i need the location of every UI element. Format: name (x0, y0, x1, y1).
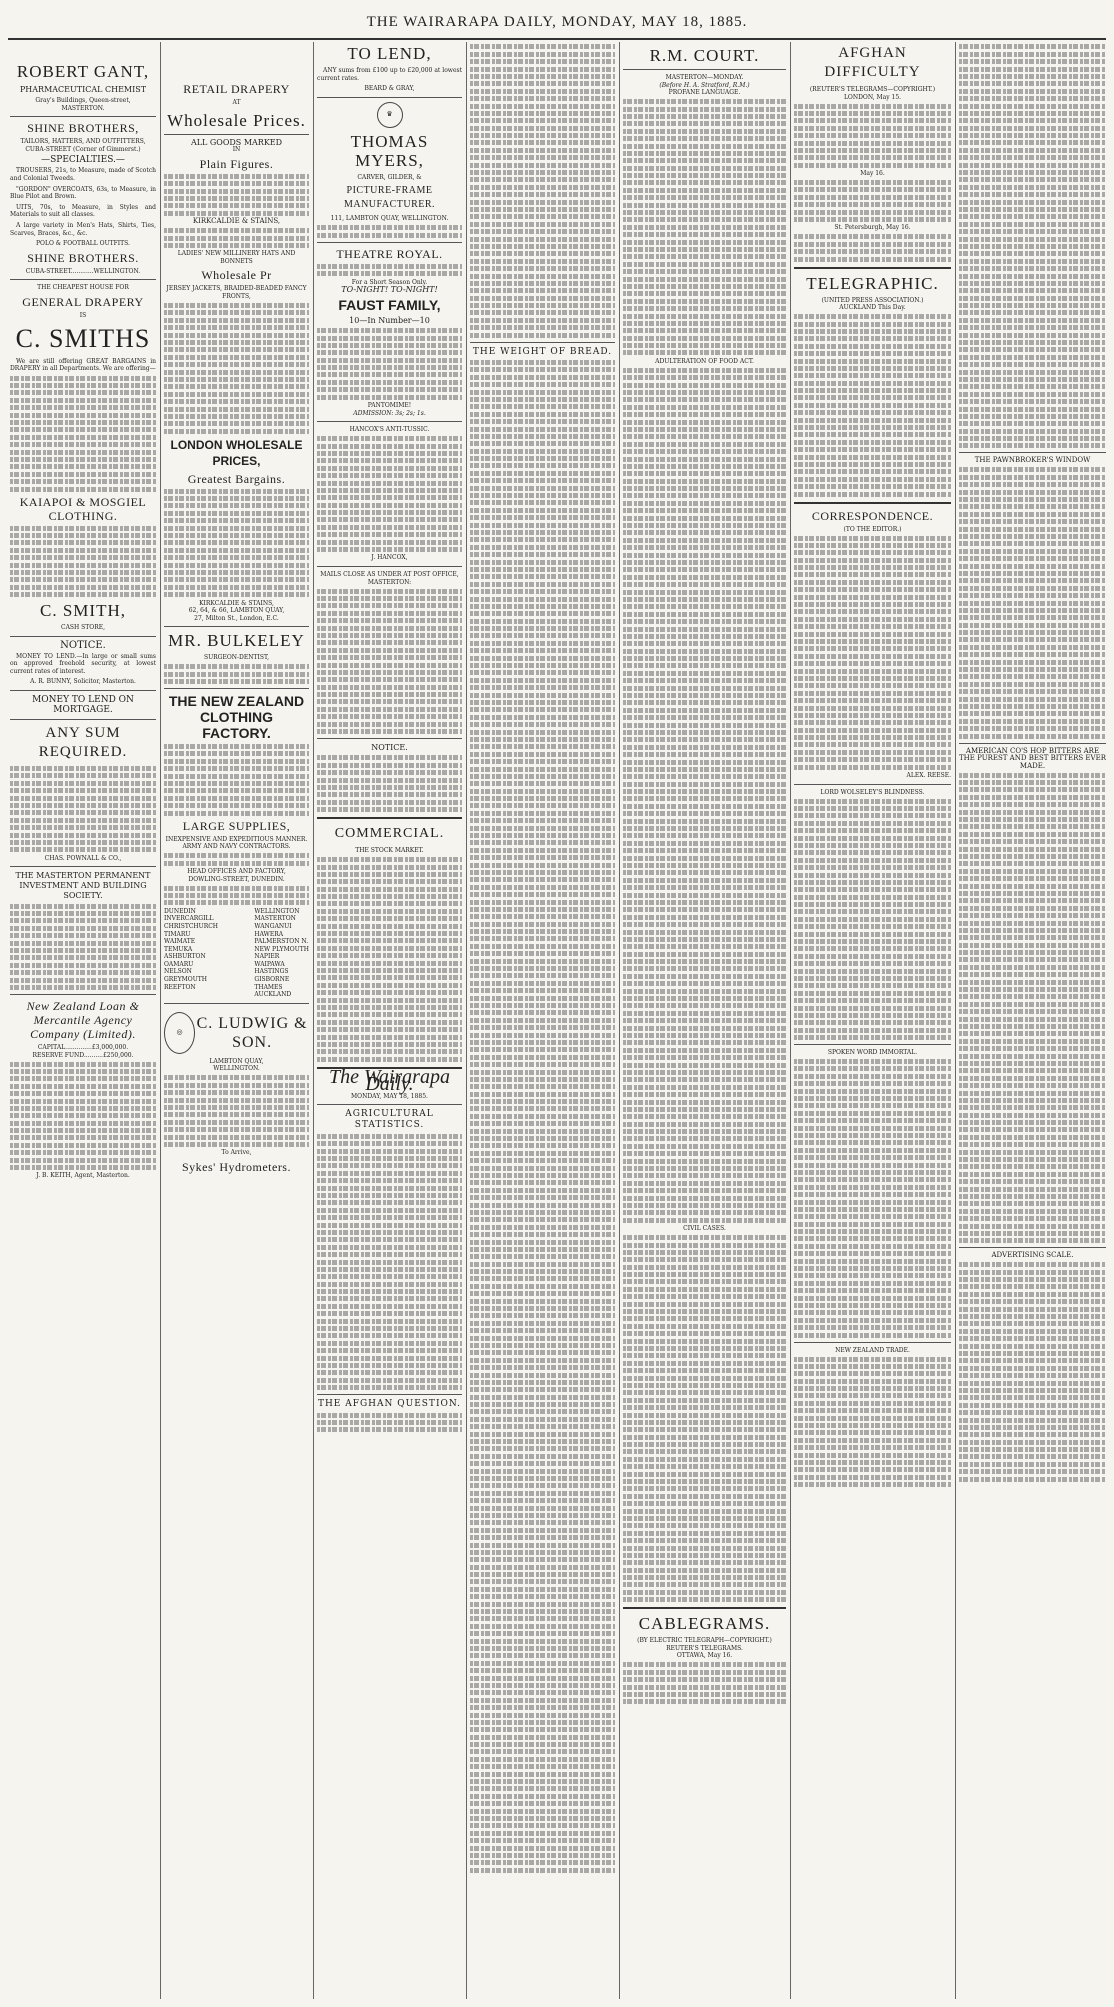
ludwig-lambton: LAMBTON QUAY, (209, 1057, 264, 1065)
shine-brothers-footer: SHINE BROTHERS. (27, 250, 139, 265)
towns-right-list (254, 908, 309, 999)
ag-stats-heading: AGRICULTURAL STATISTICS. (345, 1109, 434, 1131)
body-text-block (959, 467, 1106, 738)
divider (10, 116, 156, 117)
civil-cases: CIVIL CASES. (683, 1225, 726, 1233)
town: GREYMOUTH (164, 976, 208, 984)
column-divider (619, 42, 620, 1999)
body-text-block (10, 766, 156, 852)
any-sum-heading: ANY SUM REQUIRED. (38, 725, 128, 761)
ladies-hats: LADIES' NEW MILLINERY HATS AND BONNETS (177, 250, 296, 265)
column-3 (317, 42, 462, 1999)
shine-address: CUBA-STREET (Corner of Gimmerst.) (25, 145, 141, 153)
wholesale-prices: Wholesale Prices. (167, 110, 306, 130)
to-lend-text: ANY sums from £100 up to £20,000 at lowest current rates. (317, 67, 462, 82)
body-text-block (164, 489, 309, 597)
in-word: IN (232, 146, 241, 154)
kirkcaldie-london: 27, Milton St., London, E.C. (194, 614, 279, 622)
specialty-item: TROUSERS, 21s, to Measure, made of Scotch and Colonial Tweeds. (10, 167, 156, 182)
to-arrive: To Arrive, (221, 1149, 252, 1157)
london-wholesale: LONDON WHOLESALE PRICES, (170, 437, 303, 468)
divider (959, 743, 1106, 744)
reuters-telegrams: REUTER'S TELEGRAMS. (666, 1644, 743, 1652)
body-text-block (623, 1662, 786, 1704)
divider (10, 994, 156, 995)
weight-of-bread-heading: THE WEIGHT OF BREAD. (472, 346, 613, 357)
body-text-block (794, 1059, 951, 1337)
body-text-block (317, 755, 462, 812)
specialties-heading: —SPECIALTIES.— (41, 155, 125, 166)
body-text-block (794, 1357, 951, 1488)
divider (317, 97, 462, 98)
nz-loan-heading: New Zealand Loan & Mercantile Agency Company (Limited). (26, 999, 140, 1041)
column-7 (959, 42, 1106, 1999)
reserve-line: RESERVE FUND..........£250,000. (32, 1051, 134, 1059)
faust-family: FAUST FAMILY, (338, 296, 441, 313)
carver-gilder: CARVER, GILDER, & (357, 173, 422, 181)
afghan-difficulty: AFGHAN DIFFICULTY (824, 45, 921, 80)
divider (164, 688, 309, 689)
afghan-question: THE AFGHAN QUESTION. (317, 1399, 462, 1410)
divider (794, 784, 951, 785)
body-text-block (623, 99, 786, 355)
town: AUCKLAND (254, 991, 292, 999)
ottawa-dateline: OTTAWA, May 16. (676, 1652, 733, 1660)
gant-name: ROBERT GANT, (16, 62, 150, 81)
divider (317, 1104, 462, 1105)
town: WANGANUI (254, 922, 292, 930)
body-text-block (959, 773, 1106, 1244)
smiths-body: We are still offering GREAT BARGAINS in DRAPERY in all Departments. We are offering— (10, 357, 156, 373)
divider (164, 626, 309, 627)
divider (317, 421, 462, 422)
spoken-word-heading: SPOKEN WORD IMMORTAL. (827, 1049, 918, 1057)
divider (317, 566, 462, 567)
divider (623, 1607, 786, 1609)
specialty-item: "GORDON" OVERCOATS, 63s, to Measure, in Blue Pilot and Brown. (10, 185, 156, 201)
kaiapoi-heading: KAIAPOI & MOSGIEL CLOTHING. (19, 494, 147, 523)
divider (470, 342, 615, 343)
keith-signature: J. B. KEITH, Agent, Masterton. (36, 1172, 130, 1180)
upa-byline: (UNITED PRESS ASSOCIATION.) (821, 296, 924, 304)
town: NELSON (164, 968, 192, 976)
royal-arms-icon: ♛ (377, 102, 403, 128)
column-divider (790, 42, 791, 1999)
body-text-block (959, 44, 1106, 448)
issue-date: MONDAY, MAY 18, 1885. (351, 1092, 428, 1100)
notice-heading: NOTICE. (371, 743, 408, 753)
town: TIMARU (164, 930, 191, 938)
divider (959, 1247, 1106, 1248)
body-text-block (794, 180, 951, 222)
divider (623, 69, 786, 70)
advertising-scale: ADVERTISING SCALE. (991, 1251, 1074, 1260)
auckland-dateline: AUCKLAND This Day. (839, 304, 906, 312)
general-drapery: GENERAL DRAPERY (22, 294, 144, 309)
divider (164, 1003, 309, 1004)
adulteration-heading: ADULTERATION OF FOOD ACT. (655, 357, 754, 365)
reuters-byline: (BY ELECTRIC TELEGRAPH—COPYRIGHT.) (637, 1637, 772, 1645)
column-6 (794, 42, 951, 1999)
column-5 (623, 42, 786, 1999)
divider (794, 1342, 951, 1343)
divider (10, 866, 156, 867)
divider (164, 134, 309, 135)
kirkcaldie-address: 62, 64, & 66, LAMBTON QUAY, (188, 607, 285, 615)
bunny-signature: A. R. BUNNY, Solicitor, Masterton. (30, 678, 136, 686)
surgeon-dentist: SURGEON-DENTIST, (203, 654, 269, 662)
divider (317, 1394, 462, 1395)
stock-market: THE STOCK MARKET. (355, 847, 424, 855)
body-text-block (164, 228, 309, 248)
column-4 (470, 42, 615, 1999)
town: WELLINGTON (254, 907, 300, 915)
body-text-block (623, 1235, 786, 1602)
large-supplies: LARGE SUPPLIES, (182, 818, 291, 833)
to-lend-heading: TO LEND, (347, 44, 432, 63)
gant-town: MASTERTON. (61, 104, 105, 112)
column-divider (466, 42, 467, 1999)
picture-frame: PICTURE-FRAME MANUFACTURER. (343, 185, 436, 211)
ludwig-heading: C. LUDWIG & SON. (196, 1014, 308, 1051)
army-navy: ARMY AND NAVY CONTRACTORS. (182, 843, 291, 851)
divider (10, 279, 156, 280)
capital-line: CAPITAL..............£3,000,000. (37, 1044, 129, 1051)
body-text-block (164, 853, 309, 865)
body-text-block (164, 744, 309, 816)
town: HASTINGS (254, 968, 289, 976)
c-smiths-heading: C. SMITHS (15, 323, 151, 353)
all-goods-marked: ALL GOODS MARKED (190, 137, 283, 147)
divider (794, 1044, 951, 1045)
body-text-block (794, 104, 951, 168)
alex-reese: ALEX. REESE. (906, 772, 951, 780)
body-text-block (317, 436, 462, 552)
cablegrams-heading: CABLEGRAMS. (638, 1614, 771, 1634)
reuters-byline: (REUTER'S TELEGRAMS—COPYRIGHT.) (809, 86, 936, 93)
town: PALMERSTON N. (254, 938, 309, 946)
wholesale-pr: Wholesale Pr (201, 268, 272, 283)
kirkcaldie-footer: KIRKCALDIE & STAINS, (199, 599, 274, 607)
body-text-block (164, 1075, 309, 1147)
column-divider (955, 42, 956, 1999)
body-text-block (164, 886, 309, 906)
branch-towns (164, 908, 309, 999)
pownall-signature: CHAS. POWNALL & CO., (44, 854, 122, 862)
greatest-bargains: Greatest Bargains. (187, 471, 286, 486)
body-text-block (317, 225, 462, 237)
town: NEW PLYMOUTH (254, 945, 309, 953)
shine-brothers-heading: SHINE BROTHERS, (27, 121, 139, 136)
body-text-block (794, 536, 951, 770)
c-smith-heading: C. SMITH, (40, 601, 126, 621)
cash-store: CASH STORE, (60, 624, 105, 632)
divider (10, 690, 156, 691)
body-text-block (317, 589, 462, 734)
jersey-jackets: JERSEY JACKETS, BRAIDED-BEADED FANCY FRONTS, (166, 285, 307, 301)
retail-drapery: RETAIL DRAPERY (183, 82, 290, 96)
body-text-block (470, 360, 615, 1873)
nz-trade-heading: NEW ZEALAND TRADE. (835, 1346, 910, 1354)
body-text-block (794, 799, 951, 1041)
theatre-royal: THEATRE ROYAL. (336, 246, 443, 261)
masthead-title: THE WAIRARAPA DAILY, MONDAY, MAY 18, 1885. (366, 14, 748, 30)
faust-number: 10—In Number—10 (349, 315, 430, 325)
town: CHRISTCHURCH (164, 922, 219, 930)
kirkcaldie-name: KIRKCALDIE & STAINS, (192, 217, 281, 226)
town: REEFTON (164, 983, 196, 991)
specialty-item: A large variety in Men's Hats, Shirts, Ties, Scarves, Braces, &c., &c. (10, 221, 156, 237)
body-text-block (10, 904, 156, 990)
body-text-block (317, 264, 462, 276)
body-text-block (10, 526, 156, 598)
money-lend-text: MONEY TO LEND.—In large or small sums on approved freehold security, at lowest current rates of interest. (10, 652, 156, 675)
town: THAMES (254, 983, 283, 991)
bulkeley-heading: MR. BULKELEY (168, 631, 305, 651)
body-text-block (10, 376, 156, 492)
town: ASHBURTON (164, 953, 206, 961)
divider (10, 719, 156, 720)
wolseley-heading: LORD WOLSELEY'S BLINDNESS. (820, 788, 925, 796)
dowling-street: DOWLING-STREET, DUNEDIN. (188, 875, 285, 883)
american-hop-bitters: AMERICAN CO'S HOP BITTERS ARE THE PUREST AND BEST BITTERS EVER MADE. (959, 746, 1106, 770)
nz-clothing-factory: THE NEW ZEALAND CLOTHING FACTORY. (168, 693, 305, 742)
shine-footer-address: CUBA-STREET............WELLINGTON. (25, 267, 141, 275)
thomas-myers: THOMAS MYERS, (350, 131, 429, 170)
town: NAPIER (254, 953, 280, 961)
ludwig-wellington: WELLINGTON. (213, 1065, 260, 1073)
pantomime: PANTOMIME! (367, 402, 412, 410)
town: MASTERTON (254, 915, 296, 923)
town: TEMUKA (164, 945, 193, 953)
ludwig-ad (164, 1008, 309, 1058)
at-word: AT (232, 99, 241, 106)
profane-language: PROFANE LANGUAGE. (668, 89, 741, 97)
hancox-title: HANCOX'S ANTI-TUSSIC. (349, 426, 430, 434)
town: GISBORNE (254, 976, 290, 984)
myers-address: 111, LAMBTON QUAY, WELLINGTON. (330, 215, 449, 223)
gant-trade: PHARMACEUTICAL CHEMIST (19, 85, 147, 94)
pawnbroker-heading: THE PAWNBROKER'S WINDOW (974, 456, 1091, 465)
divider (317, 242, 462, 243)
specialty-item: UITS, 70s, to Measure, in Styles and Materials to suit all classes. (10, 203, 156, 219)
is-word: IS (79, 311, 87, 319)
tonight: TO-NIGHT! TO-NIGHT! (341, 285, 438, 295)
divider (794, 502, 951, 504)
shine-subtitle: TAILORS, HATTERS, AND OUTFITTERS, (20, 138, 146, 146)
body-text-block (794, 314, 951, 496)
town: HAWERA (254, 930, 284, 938)
town: WAIMATE (164, 938, 196, 946)
body-text-block (470, 44, 615, 337)
to-the-editor: (TO THE EDITOR.) (843, 525, 902, 533)
cheapest-house: THE CHEAPEST HOUSE FOR (37, 284, 129, 292)
masterton-monday: MASTERTON—MONDAY. (665, 74, 744, 81)
column-2 (164, 42, 309, 1999)
divider (317, 738, 462, 739)
town: INVERCARGILL (164, 915, 214, 923)
telegraphic-heading: TELEGRAPHIC. (806, 273, 939, 293)
short-season: For a Short Season Only. (351, 278, 428, 286)
admission: ADMISSION: 3s; 2s; 1s. (353, 409, 426, 417)
body-text-block (317, 857, 462, 1062)
body-text-block (959, 1262, 1106, 1481)
body-text-block (317, 1413, 462, 1433)
body-text-block (317, 328, 462, 400)
correspondence-heading: CORRESPONDENCE. (811, 508, 934, 523)
town: WAIPAWA (254, 960, 285, 968)
column-divider (160, 42, 161, 1999)
notice-heading: NOTICE. (60, 639, 106, 651)
specialty-item: POLO & FOOTBALL OUTFITS. (36, 240, 130, 248)
town: DUNEDIN (164, 907, 196, 915)
divider (10, 636, 156, 637)
may16-dateline: May 16. (860, 170, 885, 178)
beard-gray: BEARD & GRAY, (364, 85, 415, 93)
inexpensive-manner: INEXPENSIVE AND EXPEDITIOUS MANNER. (165, 835, 308, 843)
body-text-block (164, 174, 309, 216)
plain-figures: Plain Figures. (199, 156, 274, 171)
body-text-block (164, 664, 309, 684)
crest-icon: ◎ (164, 1012, 195, 1054)
stpete-dateline: St. Petersburgh, May 16. (834, 224, 911, 232)
masthead-rule (8, 38, 1106, 40)
divider (317, 817, 462, 819)
gant-address: Gray's Buildings, Queen-street, (35, 97, 131, 104)
body-text-block (164, 303, 309, 434)
hancox-signature: J. HANCOX, (371, 554, 408, 562)
wairarapa-daily-logo: The Wairarapa Daily. (329, 1065, 450, 1096)
body-text-block (10, 1062, 156, 1170)
commercial-heading: COMMERCIAL. (334, 826, 445, 842)
money-mortgage-heading: MONEY TO LEND ON MORTGAGE. (32, 695, 134, 716)
head-offices: HEAD OFFICES AND FACTORY, (187, 867, 286, 875)
sykes-hydrometers: Sykes' Hydrometers. (182, 1159, 291, 1174)
mails-heading: MAILS CLOSE AS UNDER AT POST OFFICE, MASTERTON: (320, 571, 459, 586)
rm-court-heading: R.M. COURT. (649, 46, 760, 65)
before-magistrate: (Before H. A. Stratford, R.M.) (659, 81, 750, 89)
body-text-block (317, 1134, 462, 1390)
body-text-block (623, 368, 786, 1223)
divider (794, 267, 951, 269)
column-divider (313, 42, 314, 1999)
towns-left-list (164, 908, 218, 999)
body-text-block (794, 234, 951, 261)
divider (959, 452, 1106, 453)
town: OAMARU (164, 960, 194, 968)
building-society-heading: THE MASTERTON PERMANENT INVESTMENT AND BUILDING SOCIETY. (15, 871, 151, 901)
london-dateline: LONDON, May 15. (843, 93, 902, 101)
column-1 (10, 42, 156, 1999)
